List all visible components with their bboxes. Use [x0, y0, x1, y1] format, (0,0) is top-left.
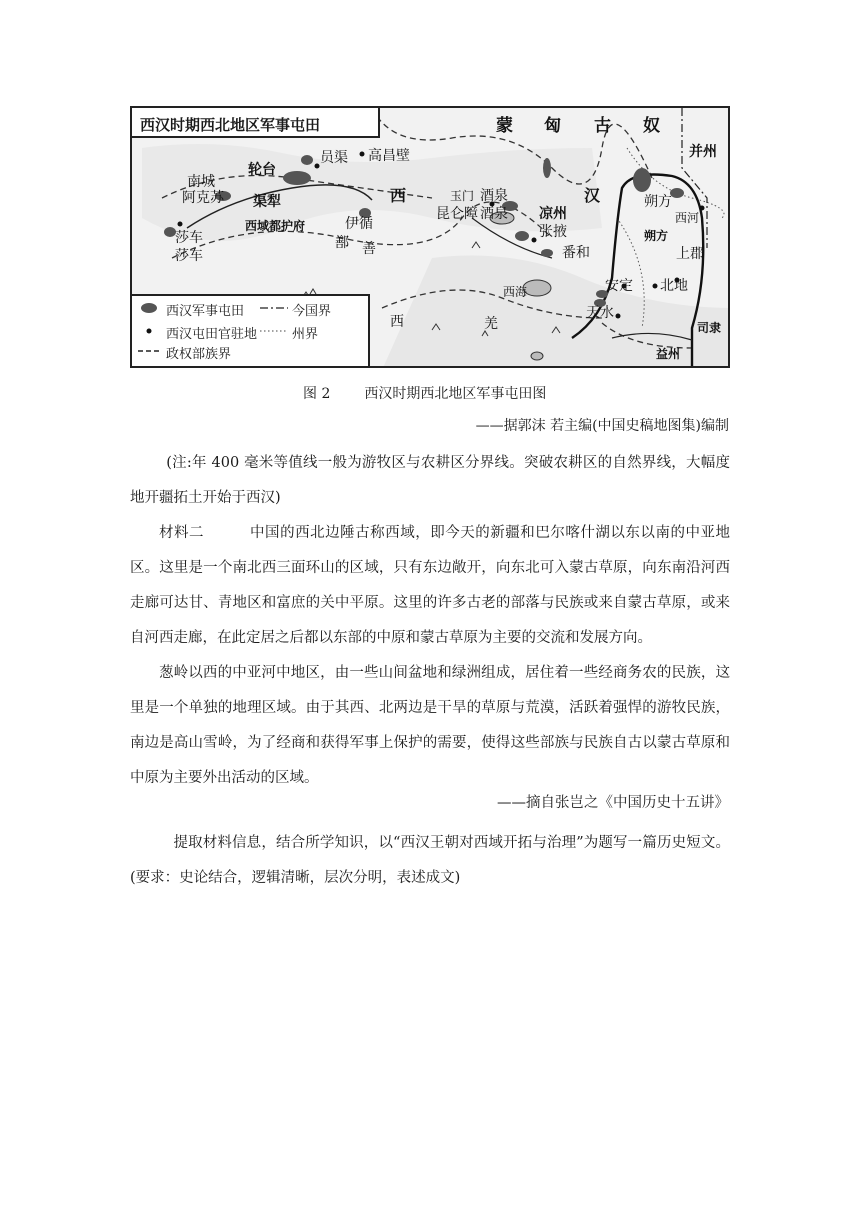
map-label: 西 [390, 314, 404, 330]
map-label: 昆仑障 [436, 206, 478, 222]
map-label: 天水 [586, 305, 614, 321]
map-label: 蒙 [496, 116, 519, 136]
map-label: 西 [390, 186, 407, 205]
figure-number: 图 2 [303, 386, 331, 402]
map-title-box [132, 108, 380, 138]
map-label: 益州 [656, 347, 681, 361]
map-label: 番和 [562, 245, 590, 261]
question-paragraph: 提取材料信息，结合所学知识，以“西汉王朝对西域开拓与治理”为题写一篇历史短文。(要求：史论结合，逻辑清晰，层次分明，表述成文) [130, 835, 730, 886]
map-label: 莎车 [175, 230, 203, 246]
map-label: 汉 [584, 186, 601, 205]
material-two-source: ——摘自张岂之《中国历史十五讲》 [497, 795, 729, 811]
map-label: 张掖 [539, 224, 567, 240]
map-legend [132, 294, 370, 368]
figure-caption [303, 383, 546, 403]
map-label: 朔方 [644, 194, 672, 210]
map-label: 凉州 [539, 206, 567, 222]
map-label: 伊循 [345, 216, 373, 232]
material-two-label: 材料二 [159, 525, 205, 541]
legend-guojie: 今国界 [292, 304, 332, 319]
legend-buzu: 政权部族界 [166, 347, 232, 362]
map-label: 并州 [689, 144, 717, 160]
map-label: 西域都护府 [245, 219, 306, 233]
map-label: 羌 [484, 316, 498, 332]
map-label: 西海 [503, 285, 528, 299]
map-label: 善 [362, 241, 376, 257]
map-label: 奴 [643, 116, 666, 136]
map-label: 玉门 [450, 189, 475, 203]
map-label: 朔方 [644, 229, 669, 243]
note-paragraph: (注:年 400 毫米等值线一般为游牧区与农耕区分界线。突破农耕区的自然界线，大幅度地开疆拓土开始于西汉) [130, 455, 730, 506]
material-two-paragraph-2: 葱岭以西的中亚河中地区，由一些山间盆地和绿洲组成，居住着一些经商务农的民族，这里是一个单独的地理区域。由于其西、北两边是干旱的草原与荒漠，活跃着强悍的游牧民族，南边是高山雪岭，为了经商和获得军事上保护的需要，使得这些部族与民族自古以蒙古草原和中原为主要外出活动的区域。 [130, 665, 730, 786]
map-label: 高昌壁 [368, 148, 410, 164]
figure-title: 西汉时期西北地区军事屯田图 [364, 386, 547, 402]
map-title: 西汉时期西北地区军事屯田 [140, 116, 321, 134]
map-label: 匈 [544, 116, 567, 136]
material-two-paragraph [130, 516, 730, 656]
map-label: 北地 [660, 278, 688, 294]
legend-zhudi: 西汉屯田官驻地 [166, 327, 258, 342]
map-label: 上郡 [676, 246, 704, 262]
map-label: 司隶 [697, 321, 722, 335]
map-label: 渠犁 [253, 194, 281, 210]
legend-zhoujie: 州界 [292, 327, 319, 342]
map-label: 莎车 [175, 248, 203, 264]
map-label: 酒泉 [480, 206, 508, 222]
map-label: 古 [594, 116, 617, 136]
material-two-text: 中国的西北边陲古称西域，即今天的新疆和巴尔喀什湖以东以南的中亚地区。这里是一个南北西三面环山的区域，只有东边敞开，向东北可入蒙古草原，向东南沿河西走廊可达甘、青地区和富庶的关中平原。这里的许多古老的部落与民族或来自蒙古草原，或来自河西走廊，在此定居之后都以东部的中原和蒙古草原为主要的交流和发展方向。 [130, 525, 730, 646]
historical-map [130, 106, 730, 368]
map-label: 南城 [187, 174, 215, 190]
map-label: 安定 [605, 278, 633, 294]
map-label: 酒泉 [480, 188, 508, 204]
figure-source: ——据郭沫 若主编(中国史稿地图集)编制 [475, 418, 729, 434]
map-label: 员渠 [320, 150, 348, 166]
map-label: 鄯 [335, 235, 349, 251]
map-label: 轮台 [248, 162, 276, 178]
map-label: 西河 [675, 211, 700, 225]
map-label: 阿克苏 [182, 190, 224, 206]
legend-tuntian: 西汉军事屯田 [166, 304, 245, 319]
